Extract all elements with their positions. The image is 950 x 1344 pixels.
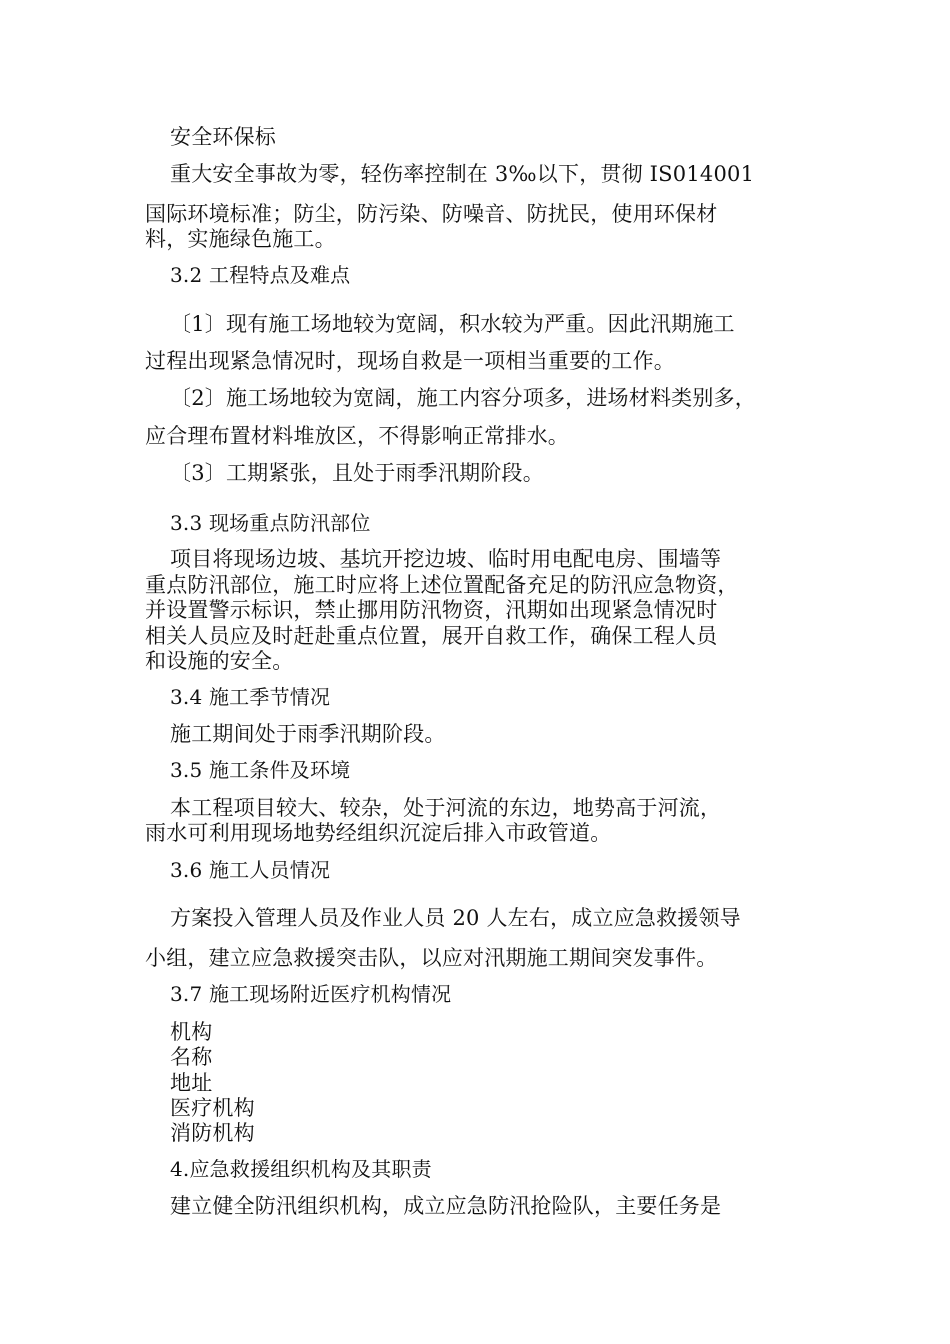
- section-3-3-line: 并设置警示标识，禁止挪用防汛物资，汛期如出现紧急情况时: [145, 598, 718, 622]
- section-3-5-line: 雨水可利用现场地势经组织沉淀后排入市政管道。: [145, 821, 612, 845]
- section-3-3-line: 项目将现场边坡、基坑开挖边坡、临时用电配电房、围墙等: [170, 547, 722, 571]
- section-3-3-line: 和设施的安全。: [145, 649, 294, 673]
- item-2-line: 〔2〕施工场地较为宽阔，施工内容分项多，进场材料类别多，: [170, 386, 756, 410]
- section-heading-3-4: 3.4 施工季节情况: [170, 685, 331, 709]
- section-heading-3-2: 3.2 工程特点及难点: [170, 263, 351, 287]
- section-3-4-line: 施工期间处于雨季汛期阶段。: [170, 722, 446, 746]
- section-heading-3-6: 3.6 施工人员情况: [170, 858, 331, 882]
- table-text-line: 名称: [170, 1045, 213, 1069]
- safety-paragraph-line: 料，实施绿色施工。: [145, 227, 336, 251]
- item-3-line: 〔3〕工期紧张，且处于雨季汛期阶段。: [170, 461, 544, 485]
- item-1-line: 过程出现紧急情况时，现场自救是一项相当重要的工作。: [145, 349, 675, 373]
- table-text-line: 地址: [170, 1071, 213, 1095]
- table-text-line: 消防机构: [170, 1121, 255, 1145]
- table-text-line: 机构: [170, 1020, 213, 1044]
- item-2-line: 应合理布置材料堆放区，不得影响正常排水。: [145, 424, 569, 448]
- section-4-line: 建立健全防汛组织机构，成立应急防汛抢险队，主要任务是: [170, 1194, 722, 1218]
- section-3-3-line: 相关人员应及时赶赴重点位置，展开自救工作，确保工程人员: [145, 624, 718, 648]
- safety-paragraph-line: 国际环境标准；防尘，防污染、防噪音、防扰民，使用环保材: [145, 202, 718, 226]
- section-3-5-line: 本工程项目较大、较杂，处于河流的东边，地势高于河流，: [170, 796, 722, 820]
- section-heading-3-3: 3.3 现场重点防汛部位: [170, 511, 371, 535]
- section-3-6-line: 小组，建立应急救援突击队，以应对汛期施工期间突发事件。: [145, 946, 718, 970]
- section-heading-3-5: 3.5 施工条件及环境: [170, 758, 351, 782]
- section-3-3-line: 重点防汛部位，施工时应将上述位置配备充足的防汛应急物资，: [145, 573, 739, 597]
- section-heading-4: 4.应急救援组织机构及其职责: [170, 1157, 432, 1181]
- safety-title: 安全环保标: [170, 125, 276, 149]
- table-text-line: 医疗机构: [170, 1096, 255, 1120]
- section-heading-3-7: 3.7 施工现场附近医疗机构情况: [170, 982, 452, 1006]
- section-3-6-line: 方案投入管理人员及作业人员 20 人左右，成立应急救援领导: [170, 906, 741, 930]
- safety-paragraph-line: 重大安全事故为零，轻伤率控制在 3‰以下，贯彻 IS014001: [170, 162, 755, 186]
- item-1-line: 〔1〕现有施工场地较为宽阔，积水较为严重。因此汛期施工: [170, 312, 735, 336]
